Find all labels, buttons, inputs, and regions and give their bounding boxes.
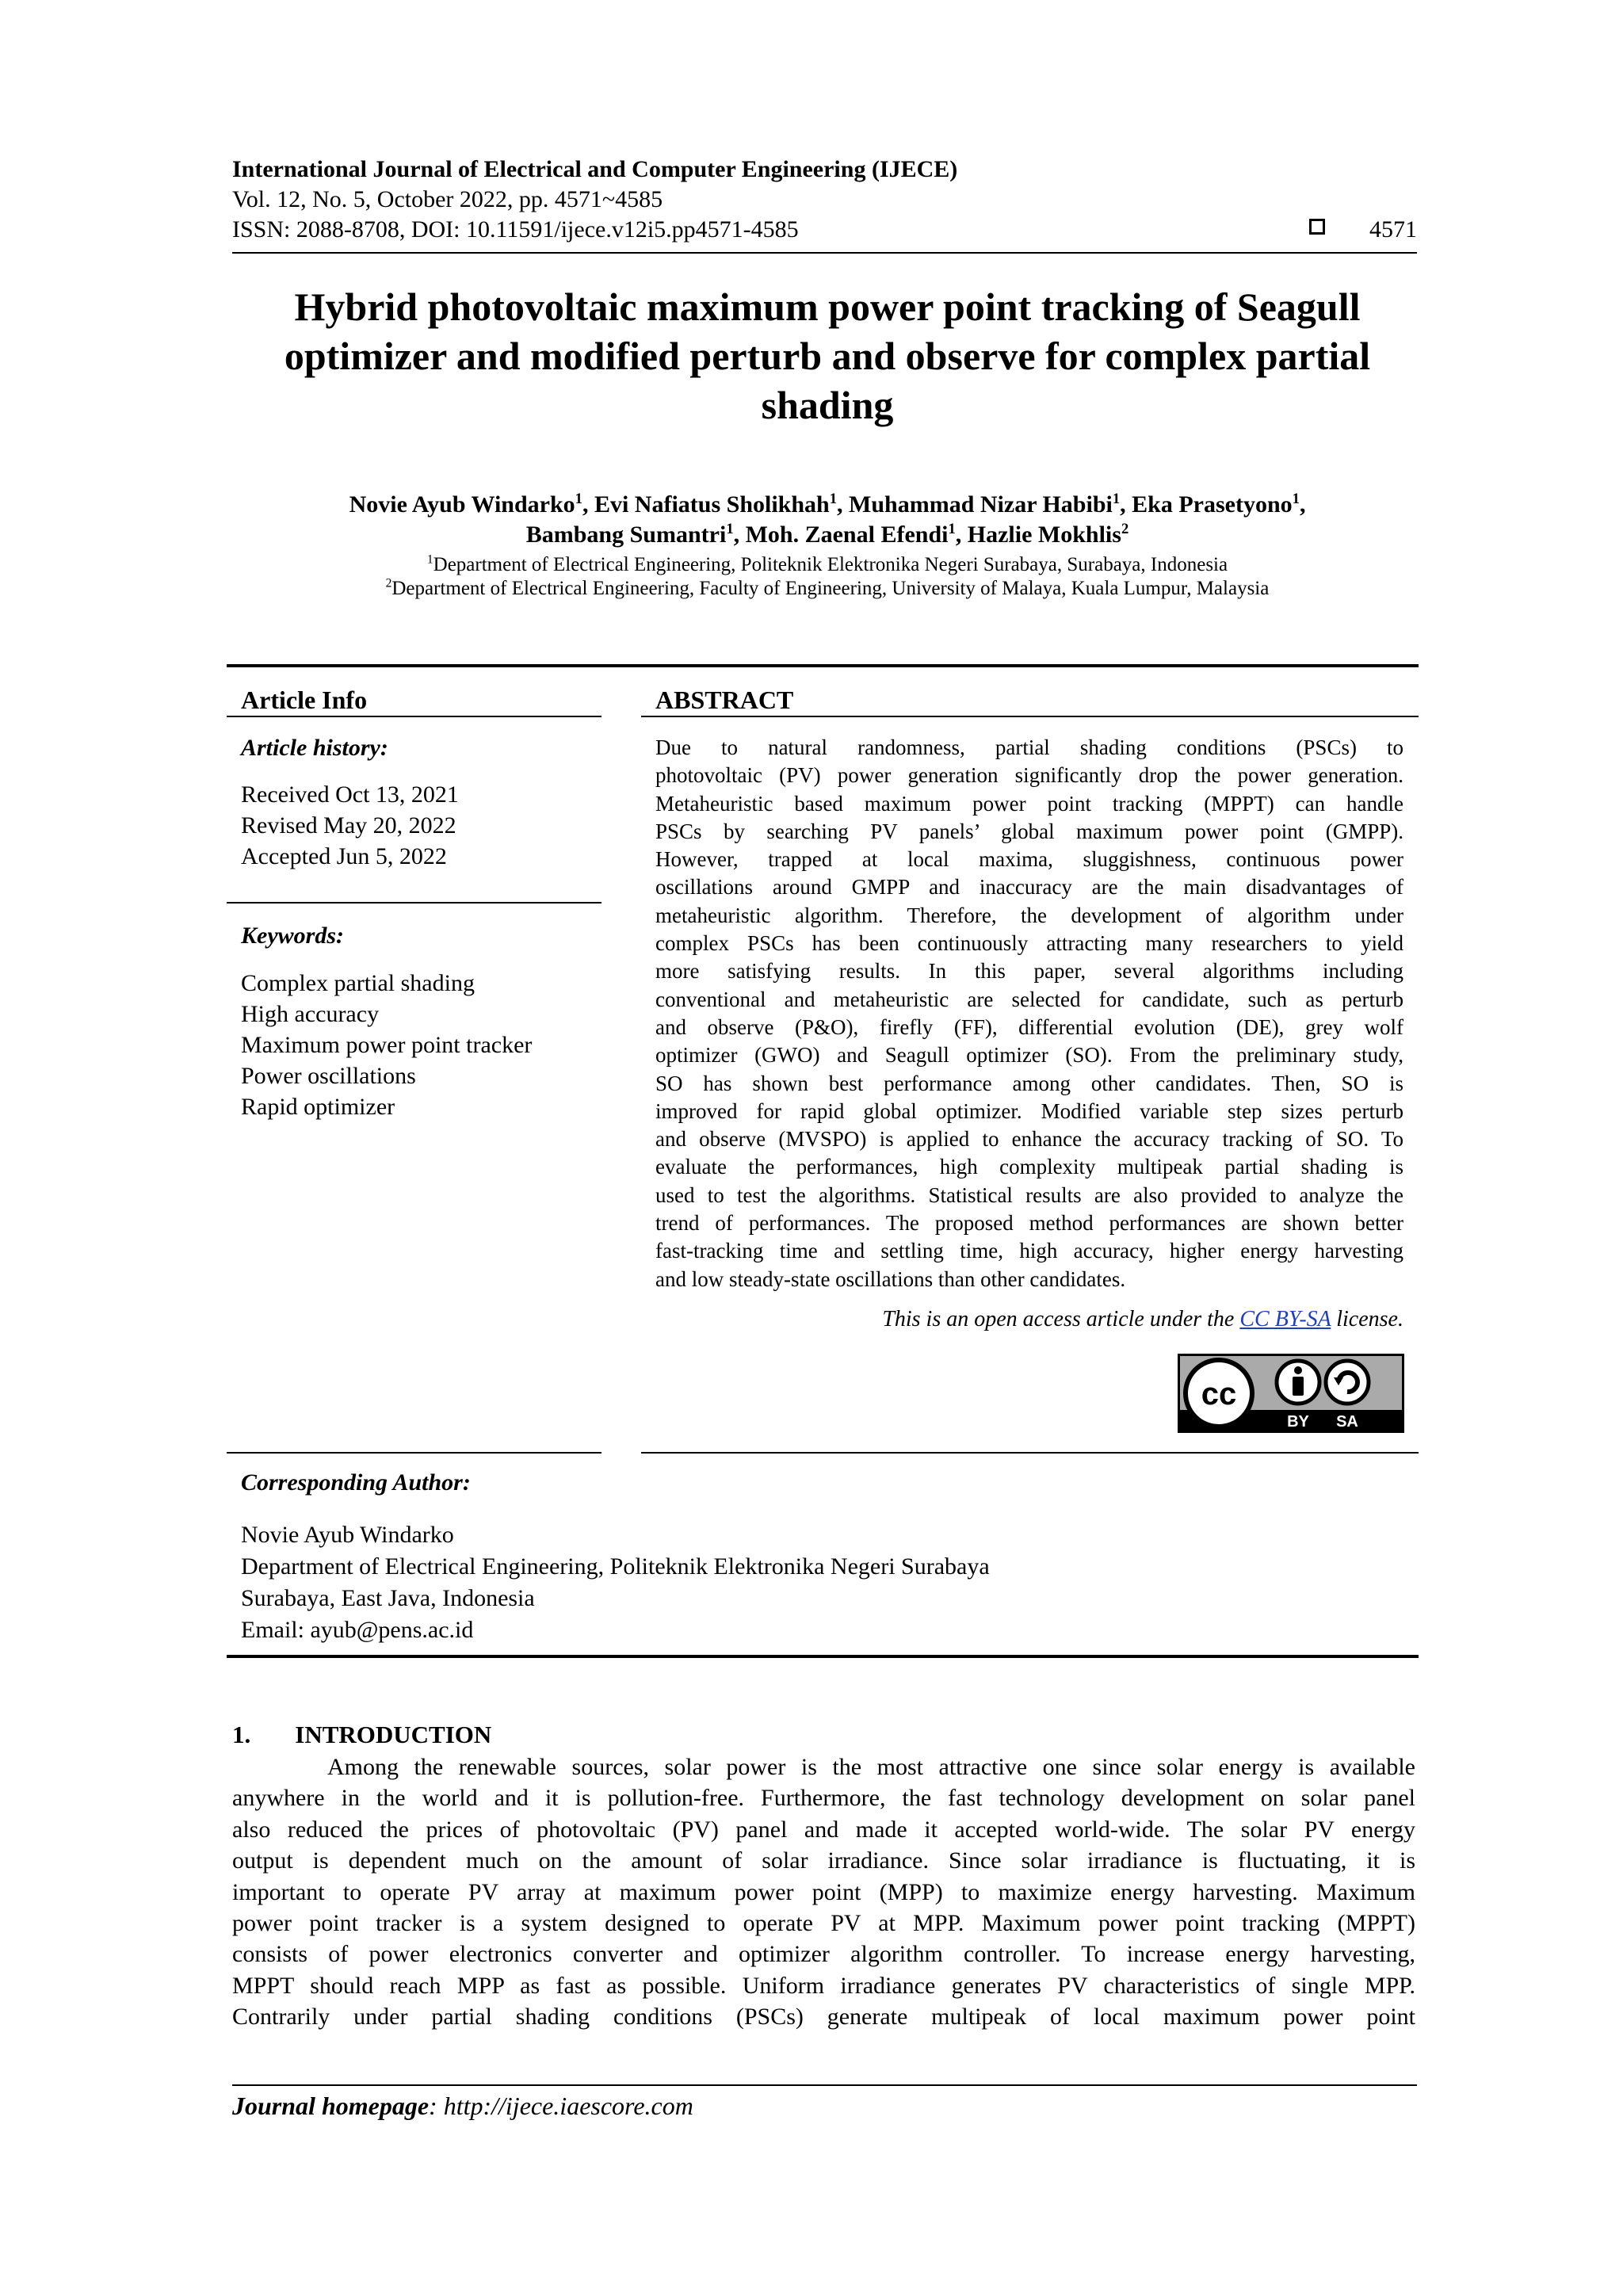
license-link[interactable]: CC BY-SA: [1239, 1307, 1331, 1331]
history-item: Revised May 20, 2022: [241, 812, 456, 839]
header-rule: [232, 252, 1417, 254]
abstract-line: fast-tracking time and settling time, high accuracy, higher energy harvesting: [655, 1239, 1403, 1263]
title-line: shading: [761, 383, 894, 427]
intro-line: consists of power electronics converter and optimizer algorithm controller. To increase energy harvesting,: [232, 1941, 1415, 1968]
corresponding-line: Novie Ayub Windarko: [241, 1522, 454, 1548]
author-affil-mark: 1: [829, 491, 838, 507]
journal-homepage: [232, 2091, 693, 2121]
abstract-line: However, trapped at local maxima, sluggishness, continuous power: [655, 847, 1403, 872]
corresponding-heading: Corresponding Author:: [241, 1469, 471, 1496]
square-icon: [1309, 219, 1325, 235]
abstract-line: Due to natural randomness, partial shading conditions (PSCs) to: [655, 735, 1403, 759]
affil-mark: 2: [385, 576, 392, 590]
author-list: [214, 490, 1441, 550]
journal-issn-doi: ISSN: 2088-8708, DOI: 10.11591/ijece.v12i5.pp4571-4585: [232, 216, 799, 243]
license-statement: [655, 1306, 1403, 1333]
affiliation-1: [214, 553, 1441, 577]
title-line: Hybrid photovoltaic maximum power point tracking of Seagull: [294, 285, 1361, 329]
license-prefix: This is an open access article under the: [882, 1307, 1240, 1331]
author-name: Eka Prasetyono: [1132, 491, 1293, 518]
footer-label: Journal homepage: [232, 2092, 430, 2120]
info-top-rule: [227, 664, 1419, 667]
footer-rule: [232, 2084, 1417, 2086]
abstract-rule: [641, 716, 1419, 717]
cc-by-sa-badge[interactable]: [1178, 1354, 1404, 1433]
title-line: optimizer and modified perturb and observe for complex partial: [284, 334, 1371, 378]
corresponding-line: Email: ayub@pens.ac.id: [241, 1617, 474, 1643]
author-name: Moh. Zaenal Efendi: [745, 521, 949, 548]
history-item: Accepted Jun 5, 2022: [241, 843, 447, 869]
intro-line: anywhere in the world and it is pollution-free. Furthermore, the fast technology development on solar panel: [232, 1785, 1415, 1812]
abstract-line: conventional and metaheuristic are selected for candidate, such as perturb: [655, 987, 1403, 1011]
author-affil-mark: 2: [1121, 521, 1129, 537]
paper-title: [214, 282, 1441, 430]
article-info-rule: [227, 716, 601, 717]
author-line-2: Bambang Sumantri$^1$, Moh. Zaenal Efendi$^1$, Hazlie Mokhlis$^2$: [525, 521, 1129, 548]
by-label: BY: [1287, 1413, 1309, 1431]
intro-line: important to operate PV array at maximum power point (MPP) to maximize energy harvesting. Maximum: [232, 1878, 1415, 1905]
abstract-heading: ABSTRACT: [655, 686, 794, 714]
author-affil-mark: 1: [726, 521, 734, 537]
section-heading: [232, 1720, 491, 1750]
corresponding-line: Surabaya, East Java, Indonesia: [241, 1585, 535, 1611]
abstract-line: optimizer (GWO) and Seagull optimizer (SO). From the preliminary study,: [655, 1043, 1403, 1068]
abstract-line: evaluate the performances, high complexity multipeak partial shading is: [655, 1155, 1403, 1179]
page-number: 4571: [1369, 216, 1417, 243]
affil-mark: 1: [426, 552, 433, 567]
history-list: [241, 779, 459, 872]
intro-line: Contrarily under partial shading conditions (PSCs) generate multipeak of local maximum power point: [232, 2004, 1415, 2030]
history-item: Received Oct 13, 2021: [241, 781, 459, 808]
abstract-line: oscillations around GMPP and inaccuracy are the main disadvantages of: [655, 875, 1403, 900]
cc-text: cc: [1201, 1377, 1237, 1412]
corresponding-line: Department of Electrical Engineering, Politeknik Elektronika Negeri Surabaya: [241, 1553, 990, 1580]
author-affil-mark: 1: [575, 491, 582, 507]
history-heading: Article history:: [241, 735, 388, 761]
abstract-line: metaheuristic algorithm. Therefore, the development of algorithm under: [655, 903, 1403, 927]
affil-text: Department of Electrical Engineering, Politeknik Elektronika Negeri Surabaya, Surabaya, Indonesia: [433, 554, 1228, 575]
sa-sharealike-icon: [1326, 1361, 1369, 1404]
abstract-line: trend of performances. The proposed method performances are shown better: [655, 1211, 1403, 1236]
abstract-line: PSCs by searching PV panels’ global maximum power point (GMPP).: [655, 819, 1403, 843]
author-name: Evi Nafiatus Sholikhah: [594, 491, 830, 518]
corresponding-details: [241, 1519, 990, 1646]
keyword-item: Rapid optimizer: [241, 1094, 395, 1120]
abstract-line: more satisfying results. In this paper, several algorithms including: [655, 959, 1403, 984]
license-suffix: license.: [1331, 1307, 1403, 1331]
article-info-heading: Article Info: [241, 686, 368, 714]
intro-line: Among the renewable sources, solar power is the most attractive one since solar energy is available: [327, 1754, 1415, 1780]
abstract-line: complex PSCs has been continuously attracting many researchers to yield: [655, 931, 1403, 956]
abstract-line: SO has shown best performance among other candidates. Then, SO is: [655, 1071, 1403, 1095]
keyword-item: Maximum power point tracker: [241, 1032, 533, 1058]
author-name: Hazlie Mokhlis: [967, 521, 1121, 548]
keyword-item: Complex partial shading: [241, 970, 475, 996]
abstract-line: and observe (P&O), firefly (FF), differential evolution (DE), grey wolf: [655, 1014, 1403, 1039]
history-rule: [227, 902, 601, 904]
intro-line: power point tracker is a system designed to operate PV at MPP. Maximum power point tracking (MPPT): [232, 1909, 1415, 1936]
author-affil-mark: 1: [1112, 491, 1121, 507]
keywords-heading: Keywords:: [241, 923, 344, 949]
journal-name: International Journal of Electrical and Computer Engineering (IJECE): [232, 156, 958, 182]
abstract-line: used to test the algorithms. Statistical results are also provided to analyze the: [655, 1182, 1403, 1207]
author-name: Muhammad Nizar Habibi: [849, 491, 1113, 518]
author-name: Novie Ayub Windarko: [349, 491, 575, 518]
corresponding-bottom-rule: [227, 1655, 1419, 1658]
intro-line: MPPT should reach MPP as fast as possible. Uniform irradiance generates PV characteristics of single MPP.: [232, 1972, 1415, 1999]
sa-label: SA: [1336, 1413, 1358, 1431]
abstract-line: Metaheuristic based maximum power point tracking (MPPT) can handle: [655, 791, 1403, 816]
abstract-line: and low steady-state oscillations than other candidates.: [655, 1266, 1126, 1291]
abstract-line: photovoltaic (PV) power generation significantly drop the power generation.: [655, 763, 1403, 788]
author-affil-mark: 1: [1292, 491, 1300, 507]
affil-text: Department of Electrical Engineering, Faculty of Engineering, University of Malaya, Kuala Lumpur, Malaysia: [391, 578, 1270, 599]
abstract-body: [655, 734, 1403, 1293]
introduction-body: [232, 1752, 1415, 2033]
intro-line: output is dependent much on the amount of solar irradiance. Since solar irradiance is fluctuating, it is: [232, 1847, 1415, 1874]
author-name: Bambang Sumantri: [525, 521, 727, 548]
author-line-1: Novie Ayub Windarko$^1$, Evi Nafiatus Sholikhah$^1$, Muhammad Nizar Habibi$^1$, Eka Prasetyono$^1$,: [349, 491, 1306, 518]
abstract-bottom-rule: [641, 1452, 1419, 1454]
keywords-list: [241, 968, 532, 1122]
keyword-item: Power oscillations: [241, 1063, 416, 1089]
intro-line: also reduced the prices of photovoltaic (PV) panel and made it accepted world-wide. The solar PV energy: [232, 1816, 1415, 1843]
abstract-line: and observe (MVSPO) is applied to enhance the accuracy tracking of SO. To: [655, 1127, 1403, 1152]
keyword-item: High accuracy: [241, 1001, 380, 1027]
author-affil-mark: 1: [948, 521, 956, 537]
abstract-line: improved for rapid global optimizer. Modified variable step sizes perturb: [655, 1098, 1403, 1123]
section-number: 1.: [232, 1721, 251, 1748]
footer-url[interactable]: : http://ijece.iaescore.com: [429, 2092, 693, 2120]
info-bottom-rule: [227, 1452, 601, 1454]
section-title: INTRODUCTION: [295, 1721, 492, 1748]
journal-volume: Vol. 12, No. 5, October 2022, pp. 4571~4585: [232, 186, 663, 212]
affiliation-2: [214, 577, 1441, 601]
